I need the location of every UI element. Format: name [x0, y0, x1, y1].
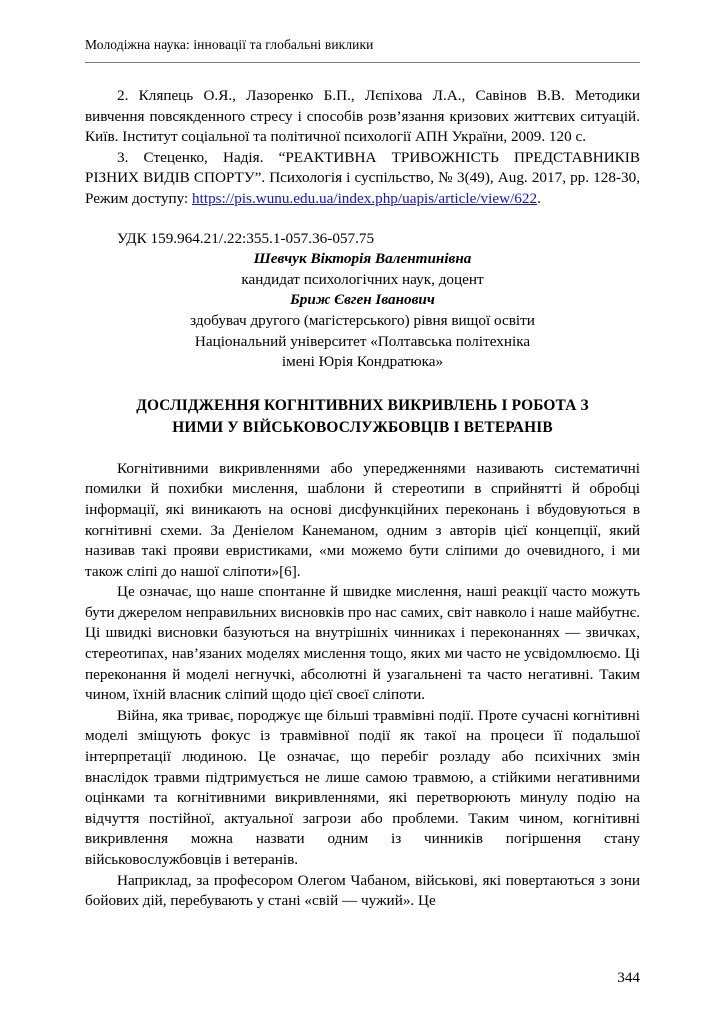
article-title-line-1: ДОСЛІДЖЕННЯ КОГНІТИВНИХ ВИКРИВЛЕНЬ І РОБОТА З	[136, 396, 589, 414]
spacer-after-title	[85, 439, 640, 459]
reference-item-3	[85, 148, 640, 210]
author-block	[85, 249, 640, 373]
spacer-after-references	[85, 210, 640, 229]
reference-item-3-link[interactable]: https://pis.wunu.edu.ua/index.php/uapis/article/view/622	[192, 189, 538, 207]
udc-code: УДК 159.964.21/.22:355.1-057.36-057.75	[117, 229, 375, 247]
page-content	[85, 86, 640, 912]
author-1-role: кандидат психологічних наук, доцент	[241, 270, 484, 288]
spacer-before-title	[85, 373, 640, 395]
body-paragraph-2: Це означає, що наше спонтанне й швидке мислення, наші реакції часто можуть бути джерелом неправильних висновків про нас самих, світ навколо і наше майбутнє. Ці швидкі висновки базуються на внутрішніх чинниках і переконаннях — звичках, стереотипах, нав’язаних моделях мислення тощо, яких ми часто не усвідомлюємо. Ці переконання й моделі негнучкі, абсолютні й узагальнені та часто негативні. Таким чином, їхній власник сліпий щодо цієї своєї сліпоти.	[85, 583, 640, 704]
page-title	[85, 395, 640, 439]
body-paragraph-1: Когнітивними викривленнями або упередженнями називають систематичні помилки й похибки мислення, шаблони й стереотипи в сприйнятті й обробці інформації, які виникають на основі дисфункційних переконань і вбудовуються в когнітивні схеми. За Деніелом Канеманом, одним з авторів цієї концепції, який називав такі прояви евристиками, «ми можемо бути сліпими до очевидного, і ми також сліпі до нашої сліпоти»[6].	[85, 459, 640, 580]
running-header	[85, 36, 640, 54]
header-divider	[85, 62, 640, 63]
reference-item-3-period: .	[537, 189, 541, 207]
affiliation-line-1: Національний університет «Полтавська політехніка	[194, 332, 531, 350]
page-number: 344	[617, 969, 640, 986]
reference-item-2: 2. Кляпець О.Я., Лазоренко Б.П., Лєпіхова Л.А., Савінов В.В. Методики вивчення повсякденного стресу і способів розв’язання кризових життєвих ситуацій. Київ. Інститут соціальної та політичної психології АПН України, 2009. 120 с.	[85, 87, 640, 146]
reference-item-3-text: 3. Стеценко, Надія. “РЕАКТИВНА ТРИВОЖНІСТЬ ПРЕДСТАВНИКІВ РІЗНИХ ВИДІВ СПОРТУ”. Психологія і суспільство, № 3(49), Aug. 2017, pp. 128-30, Режим доступу:	[85, 148, 640, 207]
author-2-name: Бриж Євген Іванович	[290, 291, 435, 309]
author-1-name: Шевчук Вікторія Валентинівна	[253, 250, 472, 268]
body-paragraph-4: Наприклад, за професором Олегом Чабаном, військові, які повертаються з зони бойових дій, перебувають у стані «свій — чужий». Це	[85, 871, 640, 910]
affiliation-line-2: імені Юрія Кондратюка»	[281, 353, 444, 371]
running-header-title: Молодіжна наука: інновації та глобальні виклики	[85, 37, 374, 52]
author-2-role: здобувач другого (магістерського) рівня вищої освіти	[190, 311, 535, 329]
body-paragraph-3: Війна, яка триває, породжує ще більші травмівні події. Проте сучасні когнітивні моделі зміщують фокус із травмівної події як такої на процеси її подальшої інтерпретації людиною. Це означає, що перебіг розладу або психічних змін внаслідок травми підтримується не лише самою травмою, а стійкими негативними оцінками та когнітивними викривленнями, які перетворюють минулу подію на відчуття постійної, актуальної загрози або проблеми. Таким чином, когнітивні викривлення можна назвати одним із чинників погіршення стану військовослужбовців і ветеранів.	[85, 706, 640, 868]
article-title-line-2: НИМИ У ВІЙСЬКОВОСЛУЖБОВЦІВ І ВЕТЕРАНІВ	[172, 418, 553, 436]
reference-list	[85, 86, 640, 210]
